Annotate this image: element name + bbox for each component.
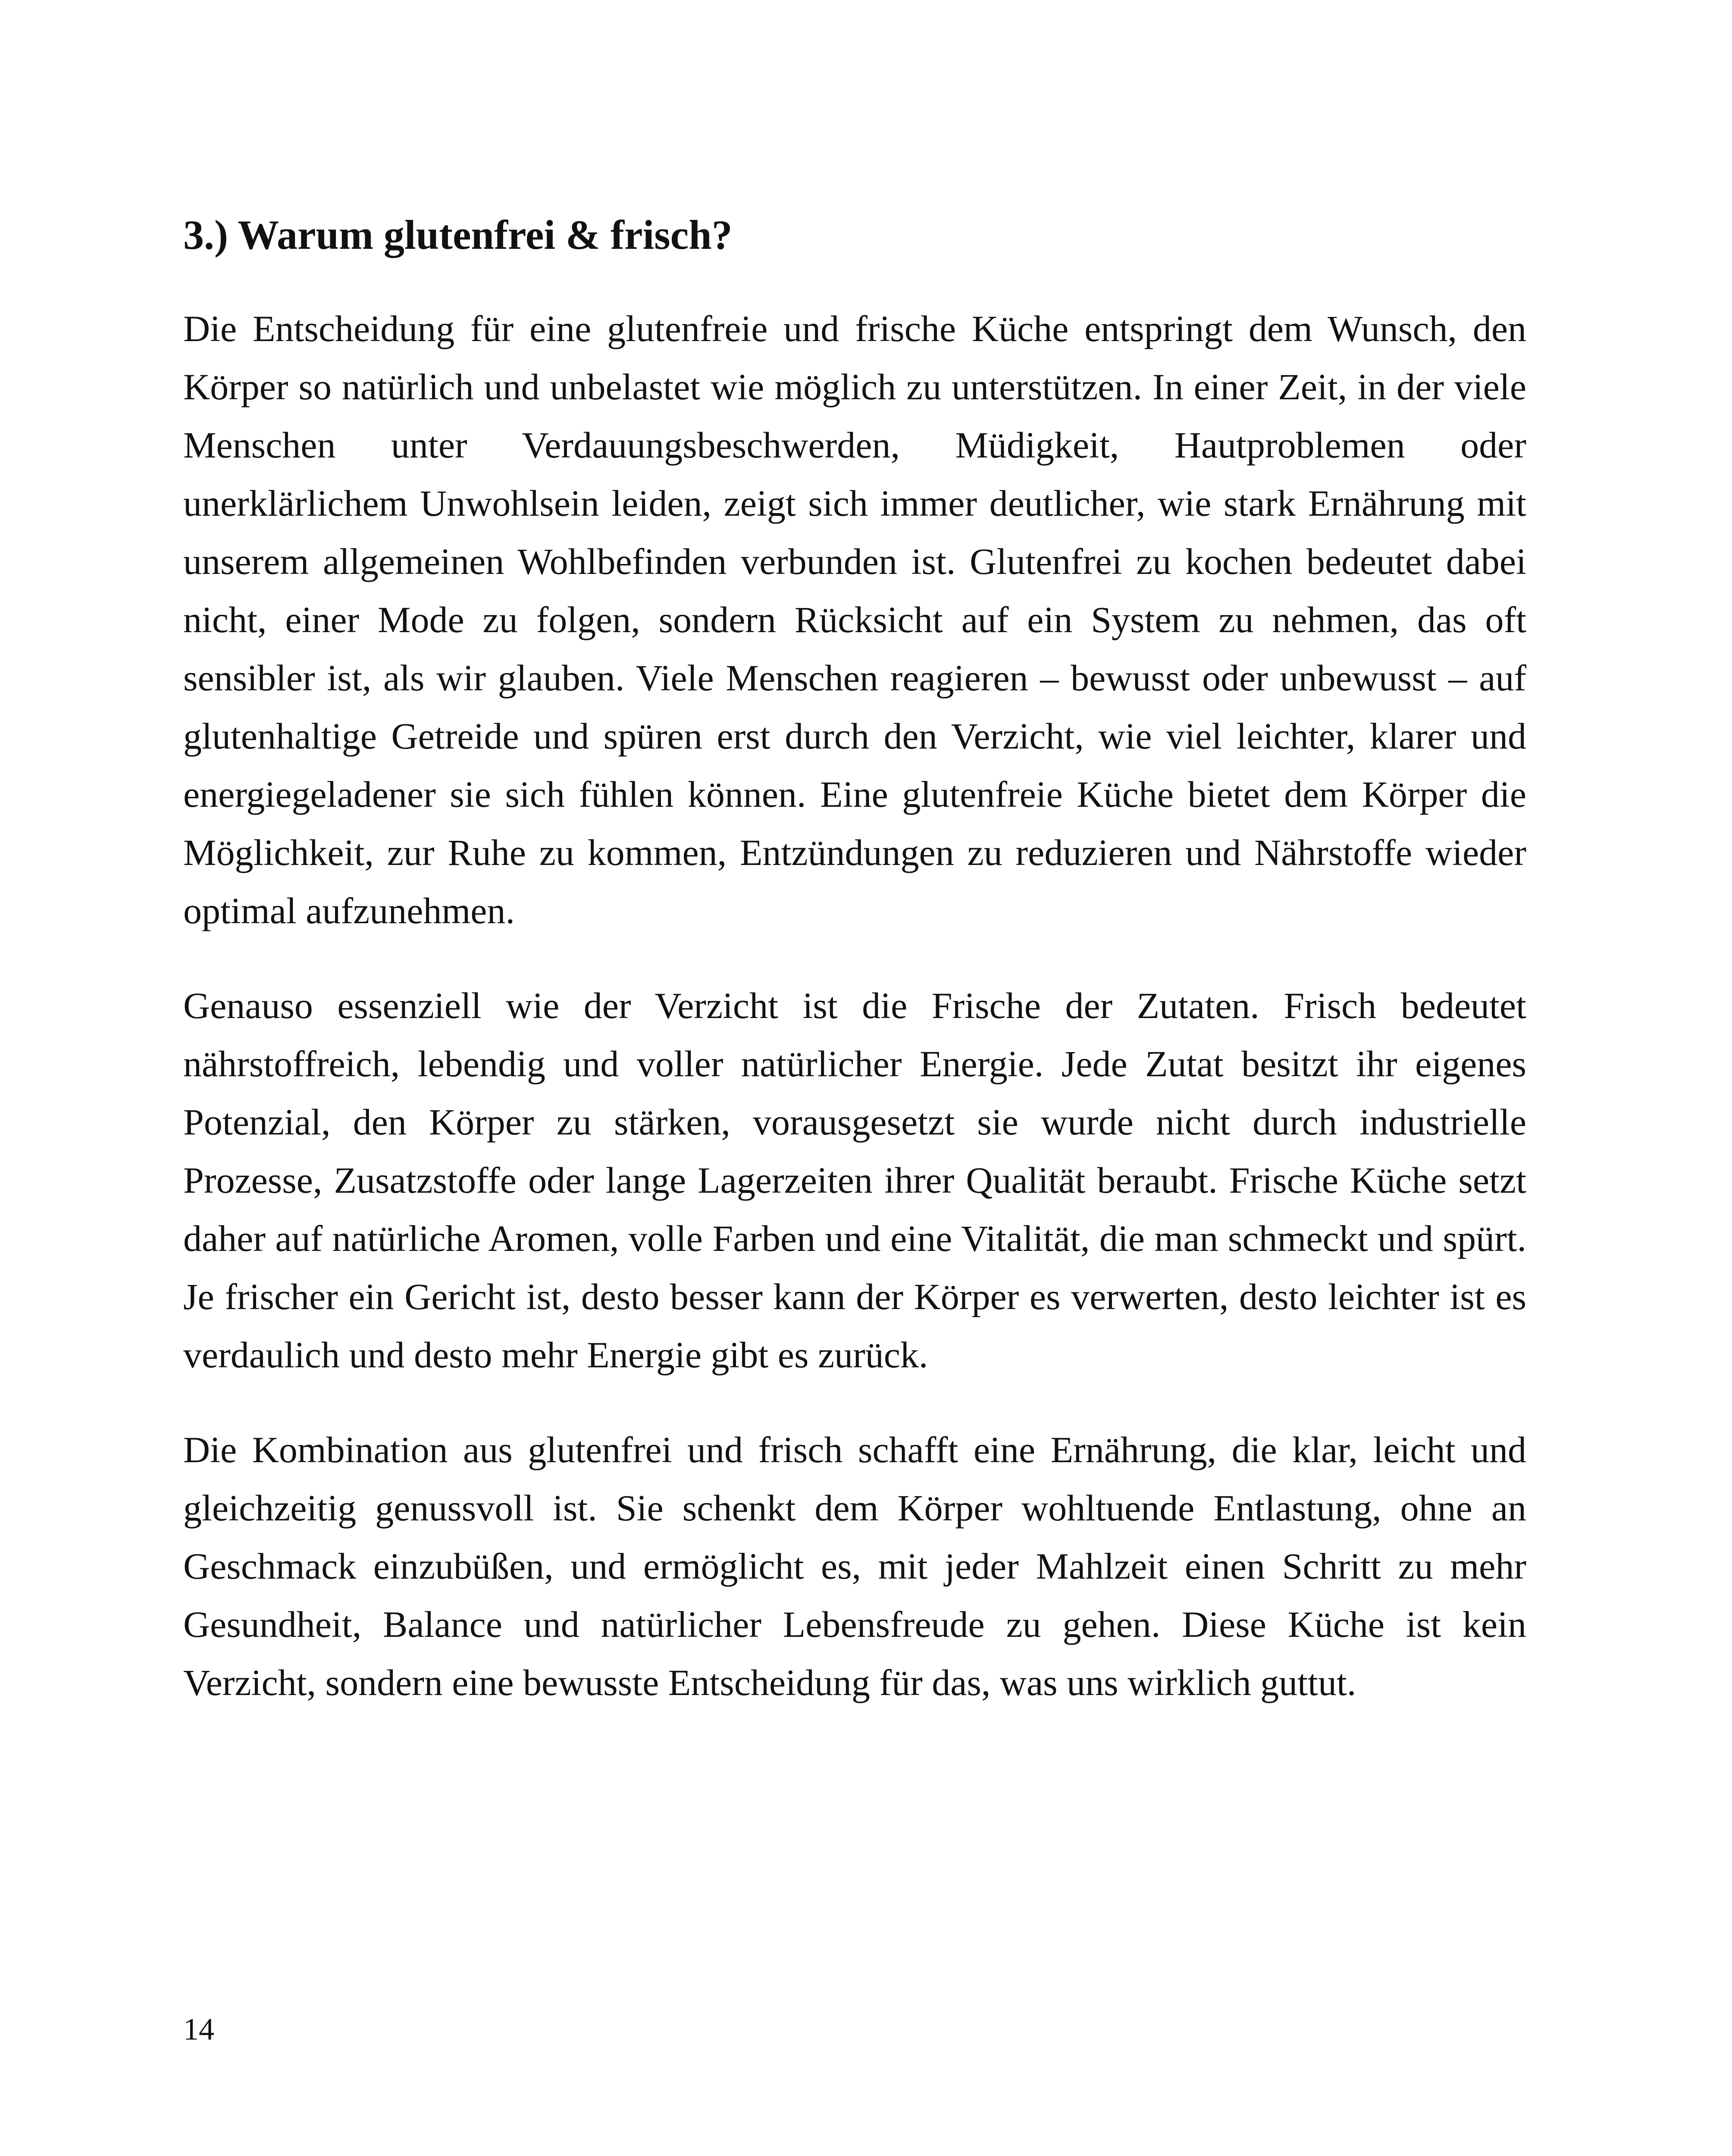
page-number: 14 — [183, 2012, 214, 2046]
section-heading: 3.) Warum glutenfrei & frisch? — [183, 212, 733, 258]
paragraph-combination: Die Kombination aus glutenfrei und frisch schafft eine Ernährung, die klar, leicht und gleichzeitig genussvoll ist. Sie schenkt dem Körper wohltuende Entlastung, ohne an Geschmack einzubüßen, und ermöglicht es, mit jeder Mahlzeit einen Schritt zu mehr Gesundheit, Balance und natürlicher Lebensfreude zu gehen. Diese Küche ist kein Verzicht, sondern eine bewusste Entscheidung für das, was uns wirklich guttut. — [183, 1429, 1526, 1703]
paragraph-freshness: Genauso essenziell wie der Verzicht ist die Frische der Zutaten. Frisch bedeutet nährstoffreich, lebendig und voller natürlicher Energie. Jede Zutat besitzt ihr eigenes Potenzial, den Körper zu stärken, vorausgesetzt sie wurde nicht durch industrielle Prozesse, Zusatzstoffe oder lange Lagerzeiten ihrer Qualität beraubt. Frische Küche setzt daher auf natürliche Aromen, volle Farben und eine Vitalität, die man schmeckt und spürt. Je frischer ein Gericht ist, desto besser kann der Körper es verwerten, desto leichter ist es verdaulich und desto mehr Energie gibt es zurück. — [183, 985, 1526, 1376]
paragraph-glutenfree-reasons: Die Entscheidung für eine glutenfreie und frische Küche entspringt dem Wunsch, den Körper so natürlich und unbelastet wie möglich zu unterstützen. In einer Zeit, in der viele Menschen unter Verdauungsbeschwerden, Müdigkeit, Hautproblemen oder unerklärlichem Unwohlsein leiden, zeigt sich immer deutlicher, wie stark Ernährung mit unserem allgemeinen Wohlbefinden verbunden ist. Glutenfrei zu kochen bedeutet dabei nicht, einer Mode zu folgen, sondern Rücksicht auf ein System zu nehmen, das oft sensibler ist, als wir glauben. Viele Menschen reagieren – bewusst oder unbewusst – auf glutenhaltige Getreide und spüren erst durch den Verzicht, wie viel leichter, klarer und energiegeladener sie sich fühlen können. Eine glutenfreie Küche bietet dem Körper die Möglichkeit, zur Ruhe zu kommen, Entzündungen zu reduzieren und Nährstoffe wieder optimal aufzunehmen. — [183, 308, 1526, 931]
page-content — [183, 205, 1526, 1712]
